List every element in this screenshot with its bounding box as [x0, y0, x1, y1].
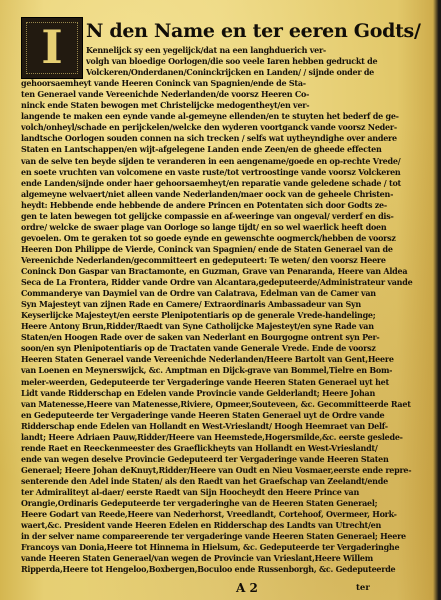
text-line: Seca de La Frontera, Ridder vande Ordre van Alcantara,gedeputeerde/Administrateur vande	[21, 277, 413, 288]
catchword: ter	[356, 583, 370, 593]
text-line: volgh van bloedige Oorlogen/die soo veele Iaren hebben gedruckt de	[86, 56, 378, 67]
text-line: ninck ende Staten bewogen met Christelijcke medogentheyt/en ver-	[21, 100, 310, 111]
text-line: Commanderye van Daymiel van de Ordre van Calatrava, Edelman van de Camer van	[21, 288, 376, 299]
text-line: soon/en syn Plenipotentiaris op de Tractaten vande Generale Vrede. Ende de voorsz	[21, 343, 376, 354]
text-line: van Matenesse,Heere van Matenesse,Riviere, Opmeer,Souteveen, &c. Gecommitteerde Raet	[21, 398, 411, 409]
text-line: in der selver name compareerende ter vergaderinge vande Heeren Staten Generael; Heere	[21, 531, 406, 542]
text-line: vande Heeren Staten Generael/van wegen de Provincie van Vrieslant,Heere Willem	[21, 553, 373, 564]
text-line: en Gedeputeerde ter Vergaderinge vande Heeren Staten Generael uyt de Ordre vande	[21, 409, 385, 420]
text-line: Kennelijck sy een yegelijck/dat na een langhduerich ver-	[86, 45, 326, 55]
drop-cap-letter: I	[41, 20, 63, 74]
decorated-initial	[21, 17, 83, 79]
text-line: Generael; Heere Johan deKnuyt,Ridder/Heere van Oudt en Nieu Vosmaer,eerste ende repre-	[21, 464, 412, 475]
text-line: en soete vruchten van volcomene en vaste ruste/tot vertroostinge vande voorsz Volckeren	[21, 166, 401, 177]
text-line: Francoys van Donia,Heere tot Hinnema in Hielsum, &c. Gedeputeerde ter Vergaderinghe	[21, 542, 400, 553]
text-line: rende Raet en Reeckenmeester des Graeflickheyts van Hollandt en West-Vrieslandt/	[21, 442, 378, 453]
page-edge-shadow	[433, 0, 441, 600]
text-line: Vereenichde Nederlanden/gecommitteert en gedeputeert: Te weten/ den voorsz Heere	[21, 254, 386, 265]
document-heading: N den Name en ter eeren Godts/	[86, 20, 421, 42]
text-line: volch/onheyl/schade en perijckelen/welcke den wyderen voortganck vande voorsz Neder-	[21, 122, 397, 133]
text-line: meler-weerden, Gedeputeerde ter Vergaderinge vande Heeren Staten Generael uyt het	[21, 376, 389, 387]
page-signature: A 2	[236, 581, 258, 595]
text-line: Heere Antony Brun,Ridder/Raedt van Syne Catholijcke Majesteyt/en syne Rade van	[21, 321, 374, 332]
text-line: Heere Godart van Reede,Heere van Nederhorst, Vreedlandt, Cortehoof, Overmeer, Hork-	[21, 509, 397, 520]
text-line: gehoorsaemheyt vande Heeren Coninck van Spagnien/ende de Sta-	[21, 78, 306, 89]
text-line: Syn Majesteyt van zijnen Rade en Camere/ Extraordinaris Ambassadeur van Syn	[21, 299, 361, 310]
text-line: landtsche Oorlogen souden connen na sich trecken / selfs wat uytheyndighe over andere	[21, 133, 397, 144]
text-line: Heeren Don Philippe de Vierde, Coninck van Spagnien/ ende de Staten Generael van de	[21, 243, 393, 254]
text-line: landt; Heere Adriaen Pauw,Ridder/Heere van Heemstede,Hogersmilde,&c. eerste geslede-	[21, 431, 403, 442]
text-line: algemeyne welvaert/niet alleen vande Nederlanden/maer oock van de geheele Christen-	[21, 188, 394, 199]
text-line: ende Landen/sijnde onder haer gehoorsaemheyt/en reparatie vande geledene schade / tot	[21, 177, 401, 188]
text-line: ter Admiraliteyt al-daer/ eerste Raedt van Sijn Hoocheydt den Heere Prince van	[21, 487, 360, 497]
text-line: Volckeren/Onderdanen/Coninckrijcken en Landen/ / sijnde onder de	[86, 67, 375, 78]
text-line: van Loenen en Meynerswijck, &c. Amptman en Dijck-grave van Bommel,Tielre en Bom-	[21, 365, 393, 376]
text-line: Coninck Don Gaspar van Bractamonte, en Guzman, Grave van Penaranda, Heere van Aldea	[21, 266, 408, 276]
text-line: Staten/en Hoogen Rade over de saken van Nederlant en Bourgogne ontrent syn Per-	[21, 332, 380, 343]
text-line: Orangie,Ordinaris Gedeputeerde ter vergaderinghe van de Heeren Staten Generael;	[21, 498, 378, 509]
text-line: langende te maken een eynde vande al-gemeyne ellenden/en te stuyten het bederf de ge-	[21, 111, 399, 122]
text-line: gevoelen. Om te geraken tot so goede eynde en gewenschte oogmerck/hebben de voorsz	[21, 232, 396, 243]
text-line: waert,&c. President vande Heeren Edelen en Ridderschap des Landts van Utrecht/en	[21, 520, 382, 531]
text-line: Heeren Staten Generael vande Vereenichde Nederlanden/Heere Bartolt van Gent,Heere	[21, 354, 394, 365]
text-line: Ridderschap ende Edelen van Hollandt en West-Vrieslandt/ Hoogh Heemraet van Delf-	[21, 420, 388, 431]
text-line: Lidt vande Ridderschap en Edelen vande Provincie vande Gelderlandt; Heere Johan	[21, 387, 376, 398]
text-line: senterende den Adel inde Staten/ als den Raedt van het Graefschap van Zeelandt/ende	[21, 475, 388, 486]
text-line: gen te laten bewegen tot gelijcke compassie en af-weeringe van ongeval/ verderf en dis-	[21, 210, 394, 221]
text-line: Keyserlijcke Majesteyt/en eerste Plenipotentiaris op de generale Vrede-handelinge;	[21, 310, 376, 321]
text-line: Staten en Lantschappen/en wijt-afgelegene Landen ende Zeen/en de gheede effecten	[21, 144, 382, 155]
text-line: ten Generael vande Vereenichde Nederlanden/de voorsz Heeren Co-	[21, 89, 310, 100]
text-line: Ripperda,Heere tot Hengeloo,Boxbergen,Boculoo ende Russenborgh, &c. Gedeputeerde	[21, 564, 396, 575]
text-line: heydt: Hebbende ende hebbende de andere Princen en Potentaten sich door Godts ze-	[21, 199, 387, 210]
text-line: van de selve ten beyde sijden te veranderen in een aengename/goede en op-rechte Vrede/	[21, 155, 401, 166]
text-line: ordre/ welcke de swaer plage van Oorloge so lange tijdt/ en so wel waerlick heeft doen	[21, 221, 387, 232]
text-line: ende van wegen deselve Provincie Gedeputeerd ter Vergaderinge vande Heeren Staten	[21, 453, 389, 464]
